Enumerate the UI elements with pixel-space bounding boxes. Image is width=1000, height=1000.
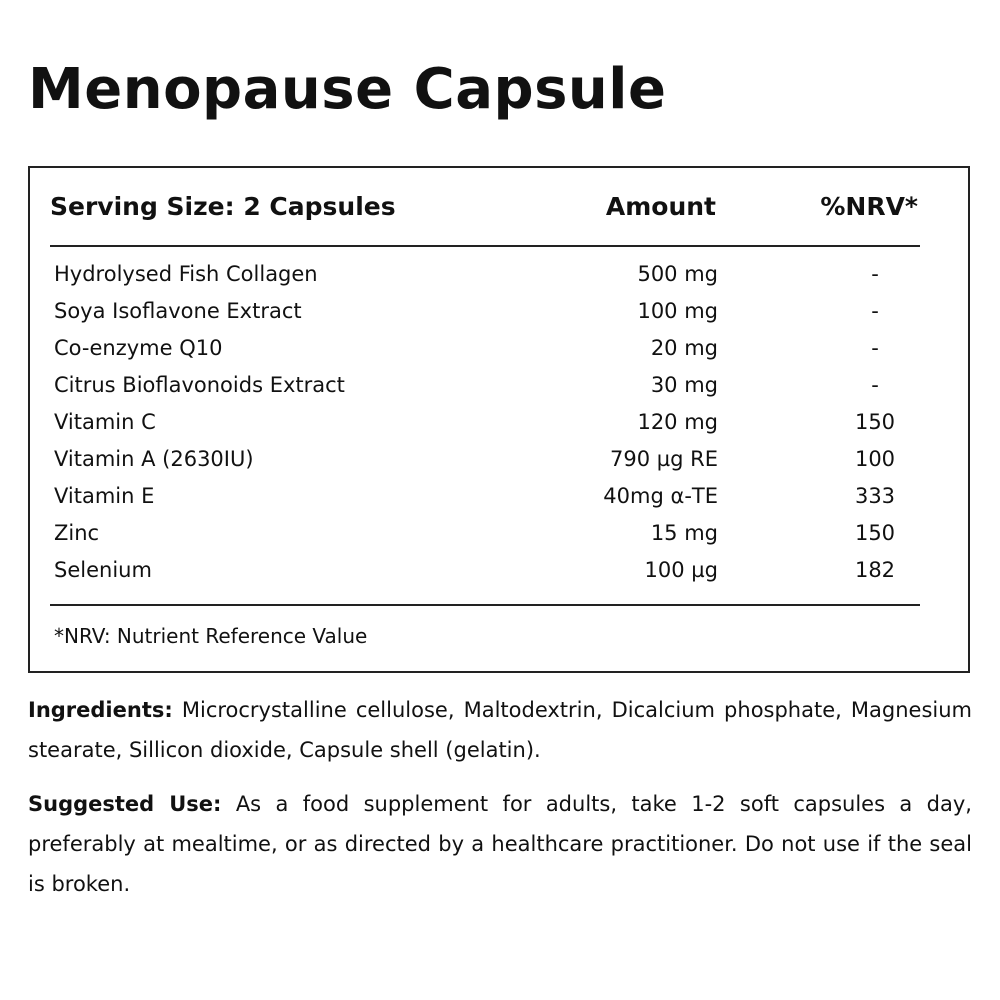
suggested-use-text: As a food supplement for adults, take 1-2 soft capsules a day, preferably at mealtime, or as directed by a healthcare practitioner. Do not use if the seal is broken. xyxy=(28,792,972,896)
nutrient-name: Vitamin A (2630IU) xyxy=(54,447,254,471)
table-row xyxy=(30,484,968,521)
nutrient-amount: 40mg α-TE xyxy=(603,484,718,508)
suggested-use-paragraph xyxy=(28,784,972,904)
nutrient-name: Vitamin E xyxy=(54,484,155,508)
table-row xyxy=(30,521,968,558)
nutrient-nrv: - xyxy=(871,262,879,286)
nutrient-name: Soya Isoflavone Extract xyxy=(54,299,302,323)
footer-divider xyxy=(50,604,920,606)
nutrient-name: Citrus Bioflavonoids Extract xyxy=(54,373,345,397)
nutrient-amount: 120 mg xyxy=(637,410,718,434)
ingredients-paragraph xyxy=(28,690,972,770)
nutrient-name: Vitamin C xyxy=(54,410,156,434)
table-row xyxy=(30,410,968,447)
nutrient-nrv: 182 xyxy=(854,558,896,582)
nrv-header: %NRV* xyxy=(820,192,918,221)
ingredients-text: Microcrystalline cellulose, Maltodextrin, Dicalcium phosphate, Magnesium stearate, Sillicon dioxide, Capsule shell (gelatin). xyxy=(28,698,972,762)
table-row xyxy=(30,299,968,336)
table-row xyxy=(30,373,968,410)
nutrient-nrv: 150 xyxy=(854,410,896,434)
nrv-footnote: *NRV: Nutrient Reference Value xyxy=(54,624,368,648)
nutrient-amount: 20 mg xyxy=(650,336,718,360)
nutrient-name: Hydrolysed Fish Collagen xyxy=(54,262,318,286)
table-row xyxy=(30,558,968,595)
nutrient-name: Selenium xyxy=(54,558,152,582)
header-divider xyxy=(50,245,920,247)
table-row xyxy=(30,262,968,299)
nutrient-amount: 790 µg RE xyxy=(610,447,718,471)
nutrient-name: Zinc xyxy=(54,521,100,545)
nutrient-name: Co-enzyme Q10 xyxy=(54,336,223,360)
table-row xyxy=(30,336,968,373)
nutrient-nrv: - xyxy=(871,336,879,360)
nutrient-rows xyxy=(30,262,968,595)
page-title: Menopause Capsule xyxy=(28,57,667,122)
nutrient-nrv: - xyxy=(871,299,879,323)
amount-header: Amount xyxy=(605,192,716,221)
nutrient-nrv: 333 xyxy=(854,484,896,508)
supplement-facts-table xyxy=(28,166,970,673)
nutrient-amount: 500 mg xyxy=(637,262,718,286)
nutrient-nrv: 100 xyxy=(854,447,896,471)
table-row xyxy=(30,447,968,484)
table-header-row xyxy=(30,192,968,226)
nutrient-amount: 15 mg xyxy=(650,521,718,545)
nutrient-amount: 100 mg xyxy=(637,299,718,323)
nutrient-nrv: 150 xyxy=(854,521,896,545)
suggested-use-label: Suggested Use: xyxy=(28,792,222,816)
nutrient-amount: 30 mg xyxy=(650,373,718,397)
serving-size-header: Serving Size: 2 Capsules xyxy=(50,192,396,221)
nutrient-nrv: - xyxy=(871,373,879,397)
nutrient-amount: 100 µg xyxy=(644,558,718,582)
ingredients-label: Ingredients: xyxy=(28,698,173,722)
